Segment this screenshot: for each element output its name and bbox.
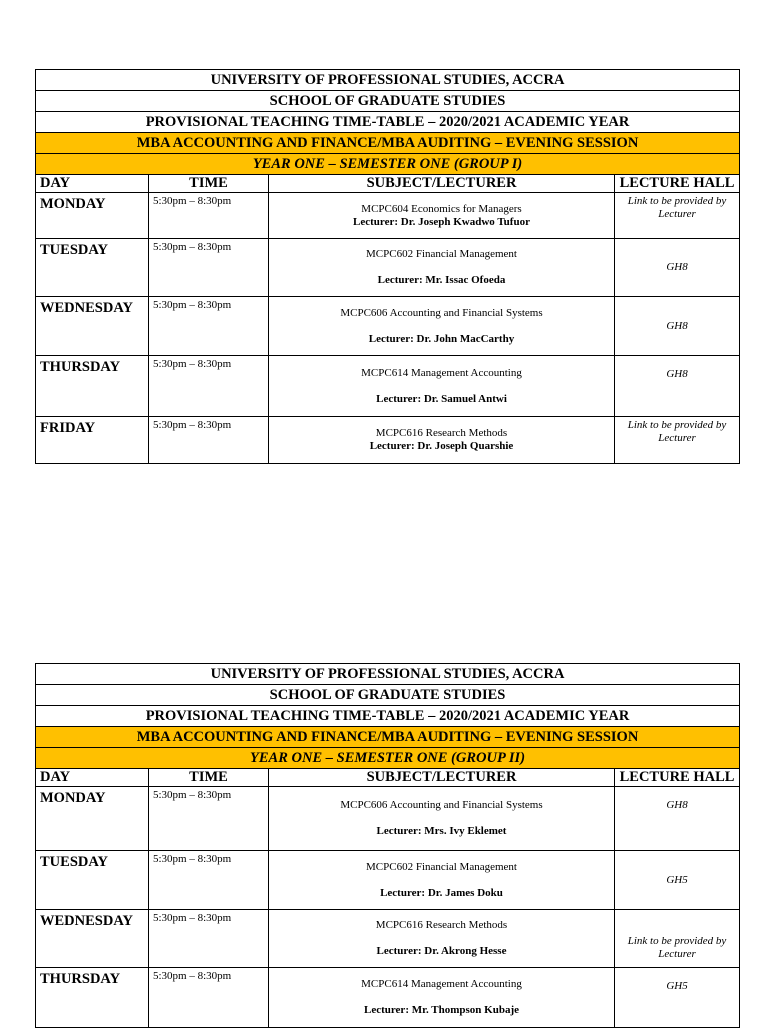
course-name: MCPC602 Financial Management: [366, 248, 517, 260]
day-cell: WEDNESDAY: [36, 910, 149, 968]
col-hall: LECTURE HALL: [615, 769, 740, 787]
school-title: SCHOOL OF GRADUATE STUDIES: [36, 685, 740, 706]
table-row: [36, 356, 740, 417]
subject-cell: [269, 910, 615, 968]
group-title: YEAR ONE – SEMESTER ONE (GROUP I): [36, 154, 740, 175]
table-row: [36, 193, 740, 239]
col-time: TIME: [149, 769, 269, 787]
col-subject: SUBJECT/LECTURER: [269, 769, 615, 787]
lecturer-name: Lecturer: Mr. Thompson Kubaje: [363, 1004, 520, 1016]
day-cell: MONDAY: [36, 193, 149, 239]
day-cell: FRIDAY: [36, 417, 149, 464]
hall-cell: GH8: [615, 297, 740, 356]
table-row: [36, 297, 740, 356]
time-cell: 5:30pm – 8:30pm: [149, 851, 269, 910]
col-hall: LECTURE HALL: [615, 175, 740, 193]
time-cell: 5:30pm – 8:30pm: [149, 297, 269, 356]
col-subject: SUBJECT/LECTURER: [269, 175, 615, 193]
day-cell: MONDAY: [36, 787, 149, 851]
time-cell: 5:30pm – 8:30pm: [149, 193, 269, 239]
hall-cell: Link to be provided by Lecturer: [615, 910, 740, 968]
lecturer-name: Lecturer: Mrs. Ivy Eklemet: [376, 825, 507, 837]
hall-cell: Link to be provided by Lecturer: [615, 417, 740, 464]
hall-cell: Link to be provided by Lecturer: [615, 193, 740, 239]
university-title: UNIVERSITY OF PROFESSIONAL STUDIES, ACCRA: [36, 70, 740, 91]
course-name: MCPC614 Management Accounting: [361, 366, 522, 379]
timetable-group-1: [35, 69, 740, 464]
lecturer-name: Lecturer: Dr. Joseph Quarshie: [369, 440, 514, 452]
subject-cell: [269, 356, 615, 417]
lecturer-name: Lecturer: Dr. Joseph Kwadwo Tufuor: [353, 215, 530, 228]
hall-cell: GH8: [615, 356, 740, 417]
lecturer-name: Lecturer: Mr. Issac Ofoeda: [377, 274, 506, 286]
subject-cell: [269, 193, 615, 239]
table-row: [36, 239, 740, 297]
subject-cell: [269, 851, 615, 910]
university-title: UNIVERSITY OF PROFESSIONAL STUDIES, ACCRA: [36, 664, 740, 685]
lecturer-name: Lecturer: Dr. James Doku: [380, 886, 503, 899]
programme-title: MBA ACCOUNTING AND FINANCE/MBA AUDITING – EVENING SESSION: [36, 133, 740, 154]
hall-cell: GH5: [615, 851, 740, 910]
subject-cell: [269, 968, 615, 1028]
course-name: MCPC616 Research Methods: [375, 427, 508, 439]
table-row: [36, 968, 740, 1028]
time-cell: 5:30pm – 8:30pm: [149, 787, 269, 851]
time-cell: 5:30pm – 8:30pm: [149, 968, 269, 1028]
time-cell: 5:30pm – 8:30pm: [149, 356, 269, 417]
lecturer-name: Lecturer: Dr. Akrong Hesse: [376, 945, 507, 957]
timetable-title: PROVISIONAL TEACHING TIME-TABLE – 2020/2021 ACADEMIC YEAR: [36, 112, 740, 133]
course-name: MCPC606 Accounting and Financial Systems: [340, 799, 543, 811]
school-title: SCHOOL OF GRADUATE STUDIES: [36, 91, 740, 112]
time-cell: 5:30pm – 8:30pm: [149, 417, 269, 464]
day-cell: WEDNESDAY: [36, 297, 149, 356]
subject-cell: [269, 239, 615, 297]
time-cell: 5:30pm – 8:30pm: [149, 910, 269, 968]
day-cell: THURSDAY: [36, 356, 149, 417]
col-time: TIME: [149, 175, 269, 193]
day-cell: THURSDAY: [36, 968, 149, 1028]
table-row: [36, 417, 740, 464]
subject-cell: [269, 417, 615, 464]
table-row: [36, 910, 740, 968]
day-cell: TUESDAY: [36, 851, 149, 910]
subject-cell: [269, 787, 615, 851]
course-name: MCPC616 Research Methods: [375, 919, 508, 931]
timetable-title: PROVISIONAL TEACHING TIME-TABLE – 2020/2021 ACADEMIC YEAR: [36, 706, 740, 727]
course-name: MCPC604 Economics for Managers: [361, 202, 522, 215]
hall-cell: GH8: [615, 239, 740, 297]
hall-cell: GH5: [615, 968, 740, 1028]
subject-cell: [269, 297, 615, 356]
programme-title: MBA ACCOUNTING AND FINANCE/MBA AUDITING – EVENING SESSION: [36, 727, 740, 748]
table-row: [36, 851, 740, 910]
lecturer-name: Lecturer: Dr. Samuel Antwi: [376, 392, 507, 405]
table-row: [36, 787, 740, 851]
day-cell: TUESDAY: [36, 239, 149, 297]
lecturer-name: Lecturer: Dr. John MacCarthy: [368, 332, 515, 345]
time-cell: 5:30pm – 8:30pm: [149, 239, 269, 297]
group-title: YEAR ONE – SEMESTER ONE (GROUP II): [36, 748, 740, 769]
course-name: MCPC606 Accounting and Financial Systems: [340, 306, 543, 319]
col-day: DAY: [36, 175, 149, 193]
course-name: MCPC602 Financial Management: [366, 860, 517, 873]
col-day: DAY: [36, 769, 149, 787]
course-name: MCPC614 Management Accounting: [361, 978, 522, 990]
hall-cell: GH8: [615, 787, 740, 851]
timetable-group-2: [35, 663, 740, 1028]
